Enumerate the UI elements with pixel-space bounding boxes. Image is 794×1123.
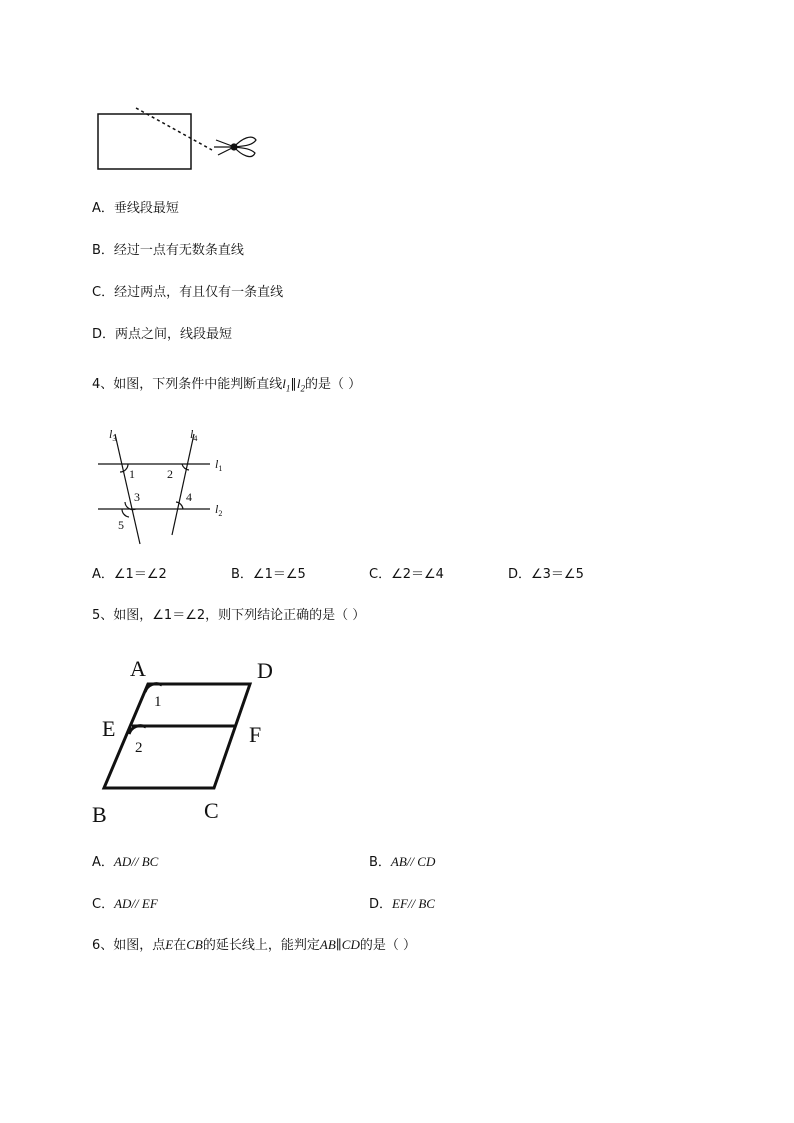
- line-l4: [172, 434, 194, 535]
- q3-option-b: B．经过一点有无数条直线: [92, 243, 244, 258]
- q4-stem: 4、如图，下列条件中能判断直线$l_1\parallel l_2$的是（ ）: [92, 376, 362, 394]
- q3-option-c: C．经过两点，有且仅有一条直线: [92, 285, 284, 300]
- angle-2-label: 2: [167, 467, 173, 481]
- q4-option-b: B．∠1＝∠5: [231, 567, 306, 582]
- q4-option-c: C．∠2＝∠4: [369, 567, 444, 582]
- point-d-label: D: [257, 658, 273, 683]
- angle-5-label: 5: [118, 518, 124, 532]
- point-e-label: E: [102, 716, 116, 741]
- angle-2-arc: [129, 726, 146, 734]
- svg-text:l3: $l_3$: [109, 427, 117, 443]
- q5-stem: 5、如图，∠1＝∠2，则下列结论正确的是（ ）: [92, 608, 366, 623]
- q5-option-a: A．AD// BC: [92, 854, 159, 870]
- q4-option-d: D．∠3＝∠5: [508, 567, 584, 582]
- paper-rectangle: [98, 114, 191, 169]
- q4-parallel-lines-figure: [92, 420, 242, 550]
- scissors-icon: [214, 137, 256, 156]
- point-f-label: F: [249, 722, 262, 747]
- q6-stem: 6、如图，点E在CB的延长线上，能判定AB∥CD的是（ ）: [92, 937, 416, 953]
- svg-text:l2: $l_2$: [215, 502, 223, 518]
- q3-option-a: A．垂线段最短: [92, 201, 179, 216]
- angle-3-label: 3: [134, 490, 140, 504]
- angle-2-arc: [182, 464, 189, 470]
- angle-5-arc: [122, 509, 129, 517]
- scissors-rectangle-figure: [92, 100, 262, 180]
- angle-1-label: 1: [154, 694, 162, 710]
- angle-4-arc: [176, 502, 183, 509]
- point-b-label: B: [92, 802, 107, 827]
- angle-4-label: 4: [186, 490, 192, 504]
- point-c-label: C: [204, 798, 219, 823]
- angle-2-label: 2: [135, 740, 143, 756]
- svg-text:l1: $l_1$: [215, 457, 223, 473]
- parallelogram-abcd: [104, 684, 250, 788]
- angle-1-arc: [120, 464, 128, 472]
- q5-option-c: C．AD// EF: [92, 896, 158, 912]
- q4-option-a: A．∠1＝∠2: [92, 567, 167, 582]
- q5-option-b: B．AB// CD: [369, 854, 436, 870]
- q5-option-d: D．EF// BC: [369, 896, 435, 912]
- q3-option-d: D．两点之间，线段最短: [92, 327, 233, 342]
- q5-parallelogram-figure: [90, 652, 280, 832]
- svg-text:l4: $l_4$: [190, 427, 198, 443]
- angle-1-label: 1: [129, 467, 135, 481]
- point-a-label: A: [130, 656, 146, 681]
